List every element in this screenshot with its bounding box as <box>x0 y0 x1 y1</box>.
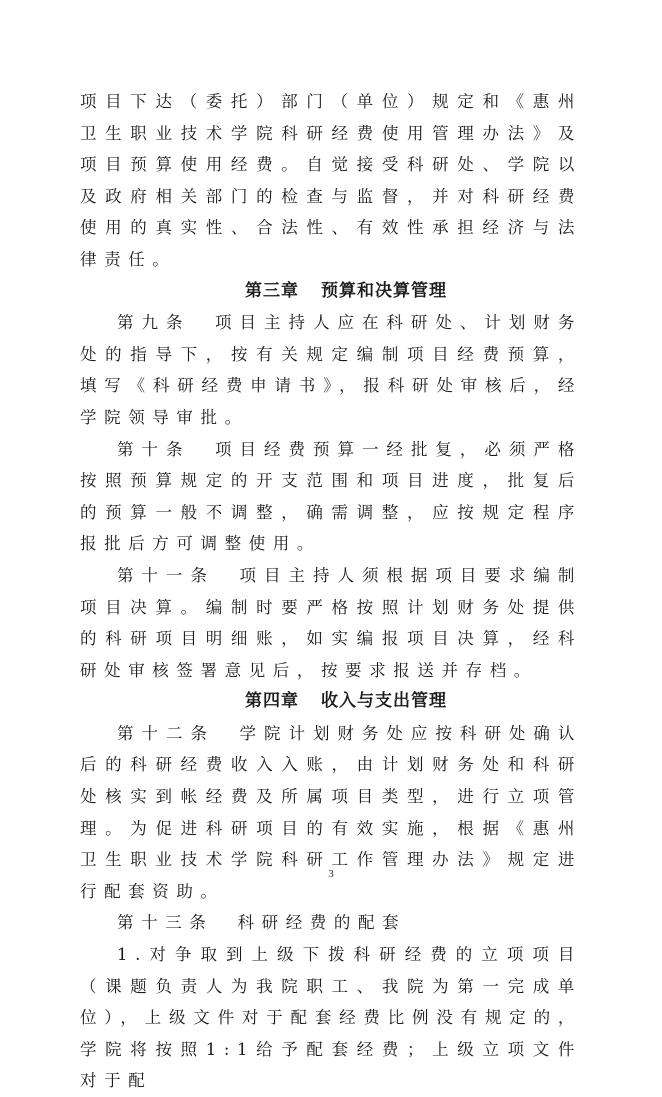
chapter-title: 收入与支出管理 <box>321 691 447 712</box>
chapter-number: 第三章 <box>245 280 299 301</box>
chapter-number: 第四章 <box>245 691 299 712</box>
page-number: 3 <box>328 868 334 880</box>
article-10: 第十条 项目经费预算一经批复，必须严格按照预算规定的开支范围和项目进度，批复后的预算一般不调整，确需调整，应按规定程序报批后方可调整使用。 <box>80 439 582 554</box>
article-13-item-1: 1.对争取到上级下拨科研经费的立项项目（课题负责人为我院职工、我院为第一完成单位），上级文件对于配套经费比例没有规定的，学院将按照1:1给予配套经费；上级立项文件对于配 <box>80 945 582 1091</box>
chapter-heading-4 <box>80 686 582 718</box>
chapter-heading-3 <box>80 276 582 308</box>
article-11: 第十一条 项目主持人须根据项目要求编制项目决算。编制时要严格按照计划财务处提供的科研项目明细账，如实编报项目决算，经科研处审核签署意见后，按要求报送并存档。 <box>80 565 582 680</box>
article-9: 第九条 项目主持人应在科研处、计划财务处的指导下，按有关规定编制项目经费预算，填写《科研经费申请书》，报科研处审核后，经学院领导审批。 <box>80 313 582 427</box>
paragraph-continuation: 项目下达（委托）部门（单位）规定和《惠州卫生职业技术学院科研经费使用管理办法》及项目预算使用经费。自觉接受科研处、学院以及政府相关部门的检查与监督，并对科研经费使用的真实性、合法性、有效性承担经济与法律责任。 <box>80 92 582 269</box>
article-13: 第十三条 科研经费的配套 <box>117 913 407 933</box>
document-page <box>80 86 582 1097</box>
article-12: 第十二条 学院计划财务处应按科研处确认后的科研经费收入入账，由计划财务处和科研处核实到帐经费及所属项目类型，进行立项管理。为促进科研项目的有效实施，根据《惠州卫生职业技术学院科研工作管理办法》规定进行配套资助。 <box>80 723 582 901</box>
chapter-title: 预算和决算管理 <box>321 280 447 301</box>
